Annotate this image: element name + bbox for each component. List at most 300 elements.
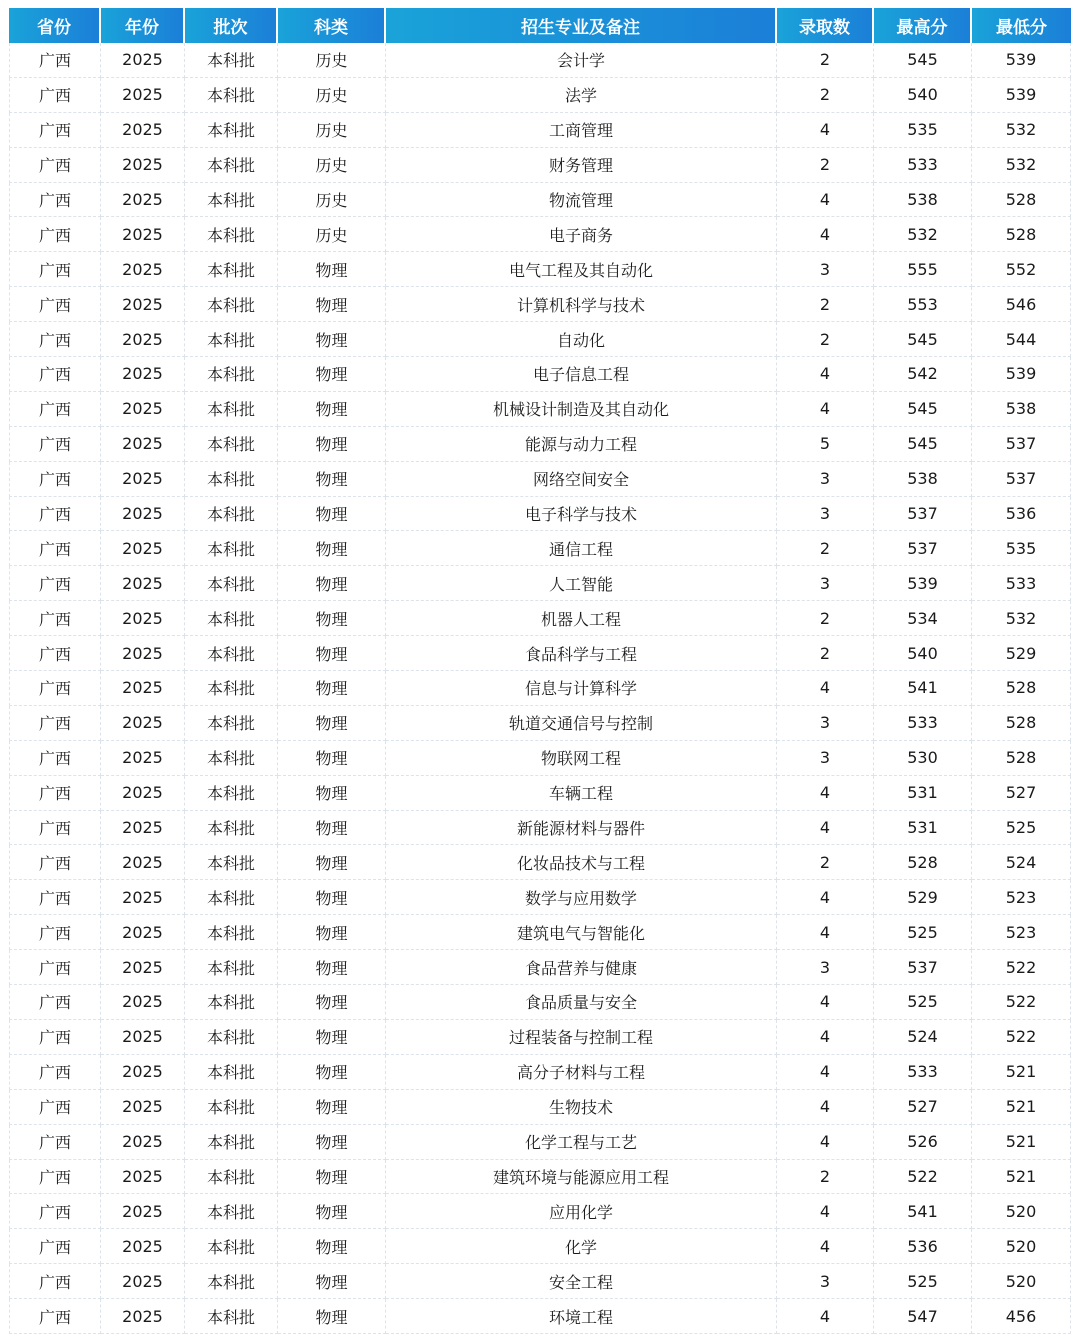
cell-min-score: 456 (972, 1299, 1071, 1334)
cell-min-score: 525 (972, 811, 1071, 846)
cell-province: 广西 (9, 671, 101, 706)
cell-major-and-remarks: 新能源材料与器件 (386, 811, 777, 846)
cell-year: 2025 (101, 148, 185, 183)
cell-min-score: 532 (972, 148, 1071, 183)
table-row (9, 252, 1071, 287)
cell-max-score: 553 (874, 287, 972, 322)
cell-subject-category: 物理 (278, 1020, 386, 1055)
cell-max-score: 531 (874, 776, 972, 811)
cell-batch: 本科批 (185, 183, 278, 218)
cell-major-and-remarks: 化妆品技术与工程 (386, 845, 777, 880)
column-header-max-score: 最高分 (874, 8, 972, 43)
cell-subject-category: 物理 (278, 950, 386, 985)
cell-admitted-count: 4 (777, 776, 874, 811)
cell-year: 2025 (101, 1090, 185, 1125)
cell-admitted-count: 3 (777, 706, 874, 741)
cell-min-score: 522 (972, 985, 1071, 1020)
cell-province: 广西 (9, 392, 101, 427)
cell-major-and-remarks: 人工智能 (386, 566, 777, 601)
cell-year: 2025 (101, 566, 185, 601)
cell-subject-category: 物理 (278, 392, 386, 427)
cell-province: 广西 (9, 950, 101, 985)
cell-subject-category: 物理 (278, 252, 386, 287)
cell-province: 广西 (9, 1160, 101, 1195)
cell-min-score: 522 (972, 950, 1071, 985)
cell-max-score: 537 (874, 950, 972, 985)
cell-min-score: 520 (972, 1194, 1071, 1229)
cell-batch: 本科批 (185, 915, 278, 950)
column-header-batch: 批次 (185, 8, 278, 43)
cell-batch: 本科批 (185, 811, 278, 846)
cell-max-score: 530 (874, 741, 972, 776)
cell-batch: 本科批 (185, 1125, 278, 1160)
cell-province: 广西 (9, 531, 101, 566)
cell-min-score: 521 (972, 1055, 1071, 1090)
cell-max-score: 525 (874, 985, 972, 1020)
cell-subject-category: 物理 (278, 601, 386, 636)
table-row (9, 636, 1071, 671)
cell-admitted-count: 3 (777, 741, 874, 776)
cell-year: 2025 (101, 392, 185, 427)
cell-province: 广西 (9, 322, 101, 357)
cell-major-and-remarks: 工商管理 (386, 113, 777, 148)
cell-subject-category: 物理 (278, 497, 386, 532)
cell-min-score: 546 (972, 287, 1071, 322)
cell-major-and-remarks: 建筑环境与能源应用工程 (386, 1160, 777, 1195)
cell-batch: 本科批 (185, 880, 278, 915)
cell-batch: 本科批 (185, 1194, 278, 1229)
cell-province: 广西 (9, 1229, 101, 1264)
cell-admitted-count: 4 (777, 1125, 874, 1160)
cell-year: 2025 (101, 113, 185, 148)
cell-major-and-remarks: 车辆工程 (386, 776, 777, 811)
cell-max-score: 532 (874, 217, 972, 252)
cell-max-score: 524 (874, 1020, 972, 1055)
cell-subject-category: 物理 (278, 1264, 386, 1299)
cell-year: 2025 (101, 1020, 185, 1055)
table-row (9, 322, 1071, 357)
cell-major-and-remarks: 食品营养与健康 (386, 950, 777, 985)
cell-max-score: 545 (874, 427, 972, 462)
cell-max-score: 536 (874, 1229, 972, 1264)
cell-min-score: 532 (972, 601, 1071, 636)
cell-year: 2025 (101, 322, 185, 357)
cell-admitted-count: 3 (777, 566, 874, 601)
cell-subject-category: 物理 (278, 1160, 386, 1195)
cell-major-and-remarks: 电子信息工程 (386, 357, 777, 392)
cell-major-and-remarks: 物联网工程 (386, 741, 777, 776)
cell-min-score: 532 (972, 113, 1071, 148)
cell-max-score: 545 (874, 43, 972, 78)
cell-batch: 本科批 (185, 1229, 278, 1264)
cell-major-and-remarks: 轨道交通信号与控制 (386, 706, 777, 741)
cell-subject-category: 物理 (278, 811, 386, 846)
cell-batch: 本科批 (185, 357, 278, 392)
cell-max-score: 540 (874, 78, 972, 113)
cell-max-score: 542 (874, 357, 972, 392)
cell-max-score: 535 (874, 113, 972, 148)
cell-major-and-remarks: 电子商务 (386, 217, 777, 252)
cell-min-score: 523 (972, 880, 1071, 915)
table-row (9, 706, 1071, 741)
cell-province: 广西 (9, 1264, 101, 1299)
cell-batch: 本科批 (185, 636, 278, 671)
cell-major-and-remarks: 生物技术 (386, 1090, 777, 1125)
cell-subject-category: 物理 (278, 322, 386, 357)
cell-min-score: 552 (972, 252, 1071, 287)
table-row (9, 915, 1071, 950)
cell-province: 广西 (9, 497, 101, 532)
cell-admitted-count: 4 (777, 671, 874, 706)
cell-max-score: 541 (874, 1194, 972, 1229)
cell-admitted-count: 3 (777, 252, 874, 287)
cell-batch: 本科批 (185, 741, 278, 776)
cell-subject-category: 物理 (278, 671, 386, 706)
cell-batch: 本科批 (185, 427, 278, 462)
cell-major-and-remarks: 建筑电气与智能化 (386, 915, 777, 950)
cell-province: 广西 (9, 811, 101, 846)
cell-province: 广西 (9, 845, 101, 880)
cell-min-score: 523 (972, 915, 1071, 950)
cell-min-score: 529 (972, 636, 1071, 671)
cell-major-and-remarks: 法学 (386, 78, 777, 113)
cell-admitted-count: 4 (777, 217, 874, 252)
cell-year: 2025 (101, 1125, 185, 1160)
cell-year: 2025 (101, 601, 185, 636)
admission-table (9, 8, 1071, 1334)
cell-province: 广西 (9, 706, 101, 741)
cell-year: 2025 (101, 706, 185, 741)
cell-batch: 本科批 (185, 985, 278, 1020)
cell-min-score: 527 (972, 776, 1071, 811)
cell-min-score: 536 (972, 497, 1071, 532)
cell-min-score: 521 (972, 1090, 1071, 1125)
cell-year: 2025 (101, 880, 185, 915)
cell-province: 广西 (9, 1090, 101, 1125)
cell-batch: 本科批 (185, 148, 278, 183)
cell-admitted-count: 3 (777, 462, 874, 497)
cell-province: 广西 (9, 183, 101, 218)
cell-admitted-count: 2 (777, 78, 874, 113)
cell-admitted-count: 4 (777, 985, 874, 1020)
cell-major-and-remarks: 自动化 (386, 322, 777, 357)
cell-batch: 本科批 (185, 706, 278, 741)
cell-max-score: 555 (874, 252, 972, 287)
table-row (9, 183, 1071, 218)
cell-year: 2025 (101, 985, 185, 1020)
table-row (9, 462, 1071, 497)
cell-major-and-remarks: 信息与计算科学 (386, 671, 777, 706)
cell-admitted-count: 2 (777, 1160, 874, 1195)
cell-max-score: 538 (874, 183, 972, 218)
cell-province: 广西 (9, 1194, 101, 1229)
cell-admitted-count: 4 (777, 1299, 874, 1334)
cell-major-and-remarks: 食品科学与工程 (386, 636, 777, 671)
column-header-province: 省份 (9, 8, 101, 43)
cell-min-score: 539 (972, 357, 1071, 392)
cell-admitted-count: 3 (777, 1264, 874, 1299)
cell-province: 广西 (9, 776, 101, 811)
cell-max-score: 545 (874, 392, 972, 427)
cell-major-and-remarks: 应用化学 (386, 1194, 777, 1229)
cell-batch: 本科批 (185, 497, 278, 532)
table-row (9, 776, 1071, 811)
cell-province: 广西 (9, 43, 101, 78)
column-header-min-score: 最低分 (972, 8, 1071, 43)
table-row (9, 1125, 1071, 1160)
table-header (9, 8, 1071, 43)
cell-admitted-count: 4 (777, 915, 874, 950)
cell-province: 广西 (9, 148, 101, 183)
cell-year: 2025 (101, 845, 185, 880)
column-header-major-and-remarks: 招生专业及备注 (386, 8, 777, 43)
cell-province: 广西 (9, 601, 101, 636)
cell-min-score: 520 (972, 1229, 1071, 1264)
cell-major-and-remarks: 食品质量与安全 (386, 985, 777, 1020)
cell-major-and-remarks: 过程装备与控制工程 (386, 1020, 777, 1055)
cell-year: 2025 (101, 671, 185, 706)
cell-batch: 本科批 (185, 1160, 278, 1195)
cell-year: 2025 (101, 915, 185, 950)
cell-subject-category: 物理 (278, 427, 386, 462)
cell-min-score: 524 (972, 845, 1071, 880)
cell-subject-category: 物理 (278, 1125, 386, 1160)
cell-admitted-count: 2 (777, 845, 874, 880)
cell-province: 广西 (9, 78, 101, 113)
table-row (9, 1264, 1071, 1299)
cell-year: 2025 (101, 1299, 185, 1334)
cell-batch: 本科批 (185, 950, 278, 985)
cell-admitted-count: 2 (777, 601, 874, 636)
cell-max-score: 531 (874, 811, 972, 846)
cell-province: 广西 (9, 252, 101, 287)
cell-admitted-count: 4 (777, 392, 874, 427)
cell-subject-category: 历史 (278, 183, 386, 218)
cell-admitted-count: 3 (777, 497, 874, 532)
cell-year: 2025 (101, 776, 185, 811)
cell-admitted-count: 4 (777, 1194, 874, 1229)
cell-year: 2025 (101, 741, 185, 776)
cell-max-score: 533 (874, 706, 972, 741)
cell-subject-category: 历史 (278, 78, 386, 113)
cell-batch: 本科批 (185, 217, 278, 252)
cell-province: 广西 (9, 1299, 101, 1334)
cell-major-and-remarks: 电气工程及其自动化 (386, 252, 777, 287)
cell-province: 广西 (9, 880, 101, 915)
table-row (9, 497, 1071, 532)
cell-batch: 本科批 (185, 1055, 278, 1090)
cell-admitted-count: 2 (777, 322, 874, 357)
cell-admitted-count: 4 (777, 1020, 874, 1055)
cell-year: 2025 (101, 811, 185, 846)
cell-province: 广西 (9, 915, 101, 950)
cell-min-score: 528 (972, 706, 1071, 741)
cell-max-score: 540 (874, 636, 972, 671)
cell-min-score: 544 (972, 322, 1071, 357)
cell-min-score: 528 (972, 217, 1071, 252)
cell-province: 广西 (9, 357, 101, 392)
cell-admitted-count: 5 (777, 427, 874, 462)
cell-subject-category: 物理 (278, 1299, 386, 1334)
cell-admitted-count: 2 (777, 531, 874, 566)
cell-subject-category: 历史 (278, 217, 386, 252)
cell-subject-category: 物理 (278, 566, 386, 601)
cell-admitted-count: 2 (777, 148, 874, 183)
cell-batch: 本科批 (185, 322, 278, 357)
cell-subject-category: 历史 (278, 43, 386, 78)
cell-min-score: 521 (972, 1125, 1071, 1160)
cell-min-score: 528 (972, 671, 1071, 706)
cell-subject-category: 物理 (278, 462, 386, 497)
cell-year: 2025 (101, 217, 185, 252)
cell-admitted-count: 4 (777, 1229, 874, 1264)
cell-admitted-count: 2 (777, 636, 874, 671)
cell-major-and-remarks: 会计学 (386, 43, 777, 78)
cell-major-and-remarks: 高分子材料与工程 (386, 1055, 777, 1090)
cell-major-and-remarks: 财务管理 (386, 148, 777, 183)
cell-subject-category: 物理 (278, 985, 386, 1020)
table-row (9, 148, 1071, 183)
cell-max-score: 539 (874, 566, 972, 601)
cell-subject-category: 物理 (278, 1194, 386, 1229)
cell-province: 广西 (9, 462, 101, 497)
table-row (9, 113, 1071, 148)
table-row (9, 43, 1071, 78)
cell-year: 2025 (101, 183, 185, 218)
cell-batch: 本科批 (185, 113, 278, 148)
cell-year: 2025 (101, 636, 185, 671)
cell-batch: 本科批 (185, 1090, 278, 1125)
cell-batch: 本科批 (185, 78, 278, 113)
table-row (9, 217, 1071, 252)
cell-major-and-remarks: 环境工程 (386, 1299, 777, 1334)
cell-admitted-count: 2 (777, 287, 874, 322)
table-row (9, 845, 1071, 880)
table-row (9, 601, 1071, 636)
cell-batch: 本科批 (185, 252, 278, 287)
cell-major-and-remarks: 网络空间安全 (386, 462, 777, 497)
cell-admitted-count: 4 (777, 1055, 874, 1090)
cell-year: 2025 (101, 357, 185, 392)
cell-max-score: 545 (874, 322, 972, 357)
cell-min-score: 528 (972, 741, 1071, 776)
cell-batch: 本科批 (185, 671, 278, 706)
table-row (9, 1299, 1071, 1334)
table-row (9, 531, 1071, 566)
cell-subject-category: 物理 (278, 845, 386, 880)
cell-admitted-count: 4 (777, 183, 874, 218)
cell-year: 2025 (101, 1229, 185, 1264)
cell-major-and-remarks: 安全工程 (386, 1264, 777, 1299)
cell-province: 广西 (9, 985, 101, 1020)
table-row (9, 1194, 1071, 1229)
header-row (9, 8, 1071, 43)
cell-subject-category: 物理 (278, 636, 386, 671)
table-row (9, 1055, 1071, 1090)
table-row (9, 671, 1071, 706)
cell-batch: 本科批 (185, 462, 278, 497)
cell-year: 2025 (101, 497, 185, 532)
cell-min-score: 522 (972, 1020, 1071, 1055)
table-row (9, 392, 1071, 427)
cell-max-score: 547 (874, 1299, 972, 1334)
table-row (9, 78, 1071, 113)
table-row (9, 357, 1071, 392)
cell-major-and-remarks: 化学工程与工艺 (386, 1125, 777, 1160)
table-row (9, 566, 1071, 601)
cell-subject-category: 物理 (278, 880, 386, 915)
cell-min-score: 538 (972, 392, 1071, 427)
cell-province: 广西 (9, 1020, 101, 1055)
cell-admitted-count: 4 (777, 357, 874, 392)
cell-province: 广西 (9, 1055, 101, 1090)
cell-admitted-count: 4 (777, 880, 874, 915)
table-body (9, 43, 1071, 1334)
cell-batch: 本科批 (185, 601, 278, 636)
cell-subject-category: 物理 (278, 1055, 386, 1090)
cell-batch: 本科批 (185, 566, 278, 601)
cell-max-score: 528 (874, 845, 972, 880)
cell-major-and-remarks: 机械设计制造及其自动化 (386, 392, 777, 427)
cell-max-score: 537 (874, 497, 972, 532)
cell-max-score: 534 (874, 601, 972, 636)
cell-province: 广西 (9, 287, 101, 322)
cell-max-score: 533 (874, 1055, 972, 1090)
cell-year: 2025 (101, 462, 185, 497)
cell-admitted-count: 4 (777, 113, 874, 148)
cell-subject-category: 物理 (278, 357, 386, 392)
cell-year: 2025 (101, 78, 185, 113)
cell-max-score: 526 (874, 1125, 972, 1160)
cell-province: 广西 (9, 1125, 101, 1160)
cell-year: 2025 (101, 531, 185, 566)
cell-major-and-remarks: 数学与应用数学 (386, 880, 777, 915)
table-row (9, 985, 1071, 1020)
cell-min-score: 533 (972, 566, 1071, 601)
cell-major-and-remarks: 计算机科学与技术 (386, 287, 777, 322)
cell-min-score: 537 (972, 462, 1071, 497)
cell-max-score: 525 (874, 915, 972, 950)
cell-min-score: 539 (972, 78, 1071, 113)
cell-min-score: 539 (972, 43, 1071, 78)
cell-province: 广西 (9, 113, 101, 148)
cell-max-score: 525 (874, 1264, 972, 1299)
table-row (9, 950, 1071, 985)
table-row (9, 1020, 1071, 1055)
cell-min-score: 528 (972, 183, 1071, 218)
table-row (9, 1090, 1071, 1125)
cell-year: 2025 (101, 427, 185, 462)
cell-year: 2025 (101, 1055, 185, 1090)
cell-year: 2025 (101, 1160, 185, 1195)
cell-admitted-count: 2 (777, 43, 874, 78)
cell-min-score: 521 (972, 1160, 1071, 1195)
cell-batch: 本科批 (185, 287, 278, 322)
cell-year: 2025 (101, 950, 185, 985)
cell-batch: 本科批 (185, 776, 278, 811)
cell-subject-category: 历史 (278, 148, 386, 183)
cell-major-and-remarks: 机器人工程 (386, 601, 777, 636)
table-row (9, 741, 1071, 776)
cell-admitted-count: 3 (777, 950, 874, 985)
cell-province: 广西 (9, 427, 101, 462)
cell-major-and-remarks: 能源与动力工程 (386, 427, 777, 462)
cell-admitted-count: 4 (777, 811, 874, 846)
cell-major-and-remarks: 通信工程 (386, 531, 777, 566)
cell-major-and-remarks: 物流管理 (386, 183, 777, 218)
cell-max-score: 541 (874, 671, 972, 706)
cell-min-score: 535 (972, 531, 1071, 566)
